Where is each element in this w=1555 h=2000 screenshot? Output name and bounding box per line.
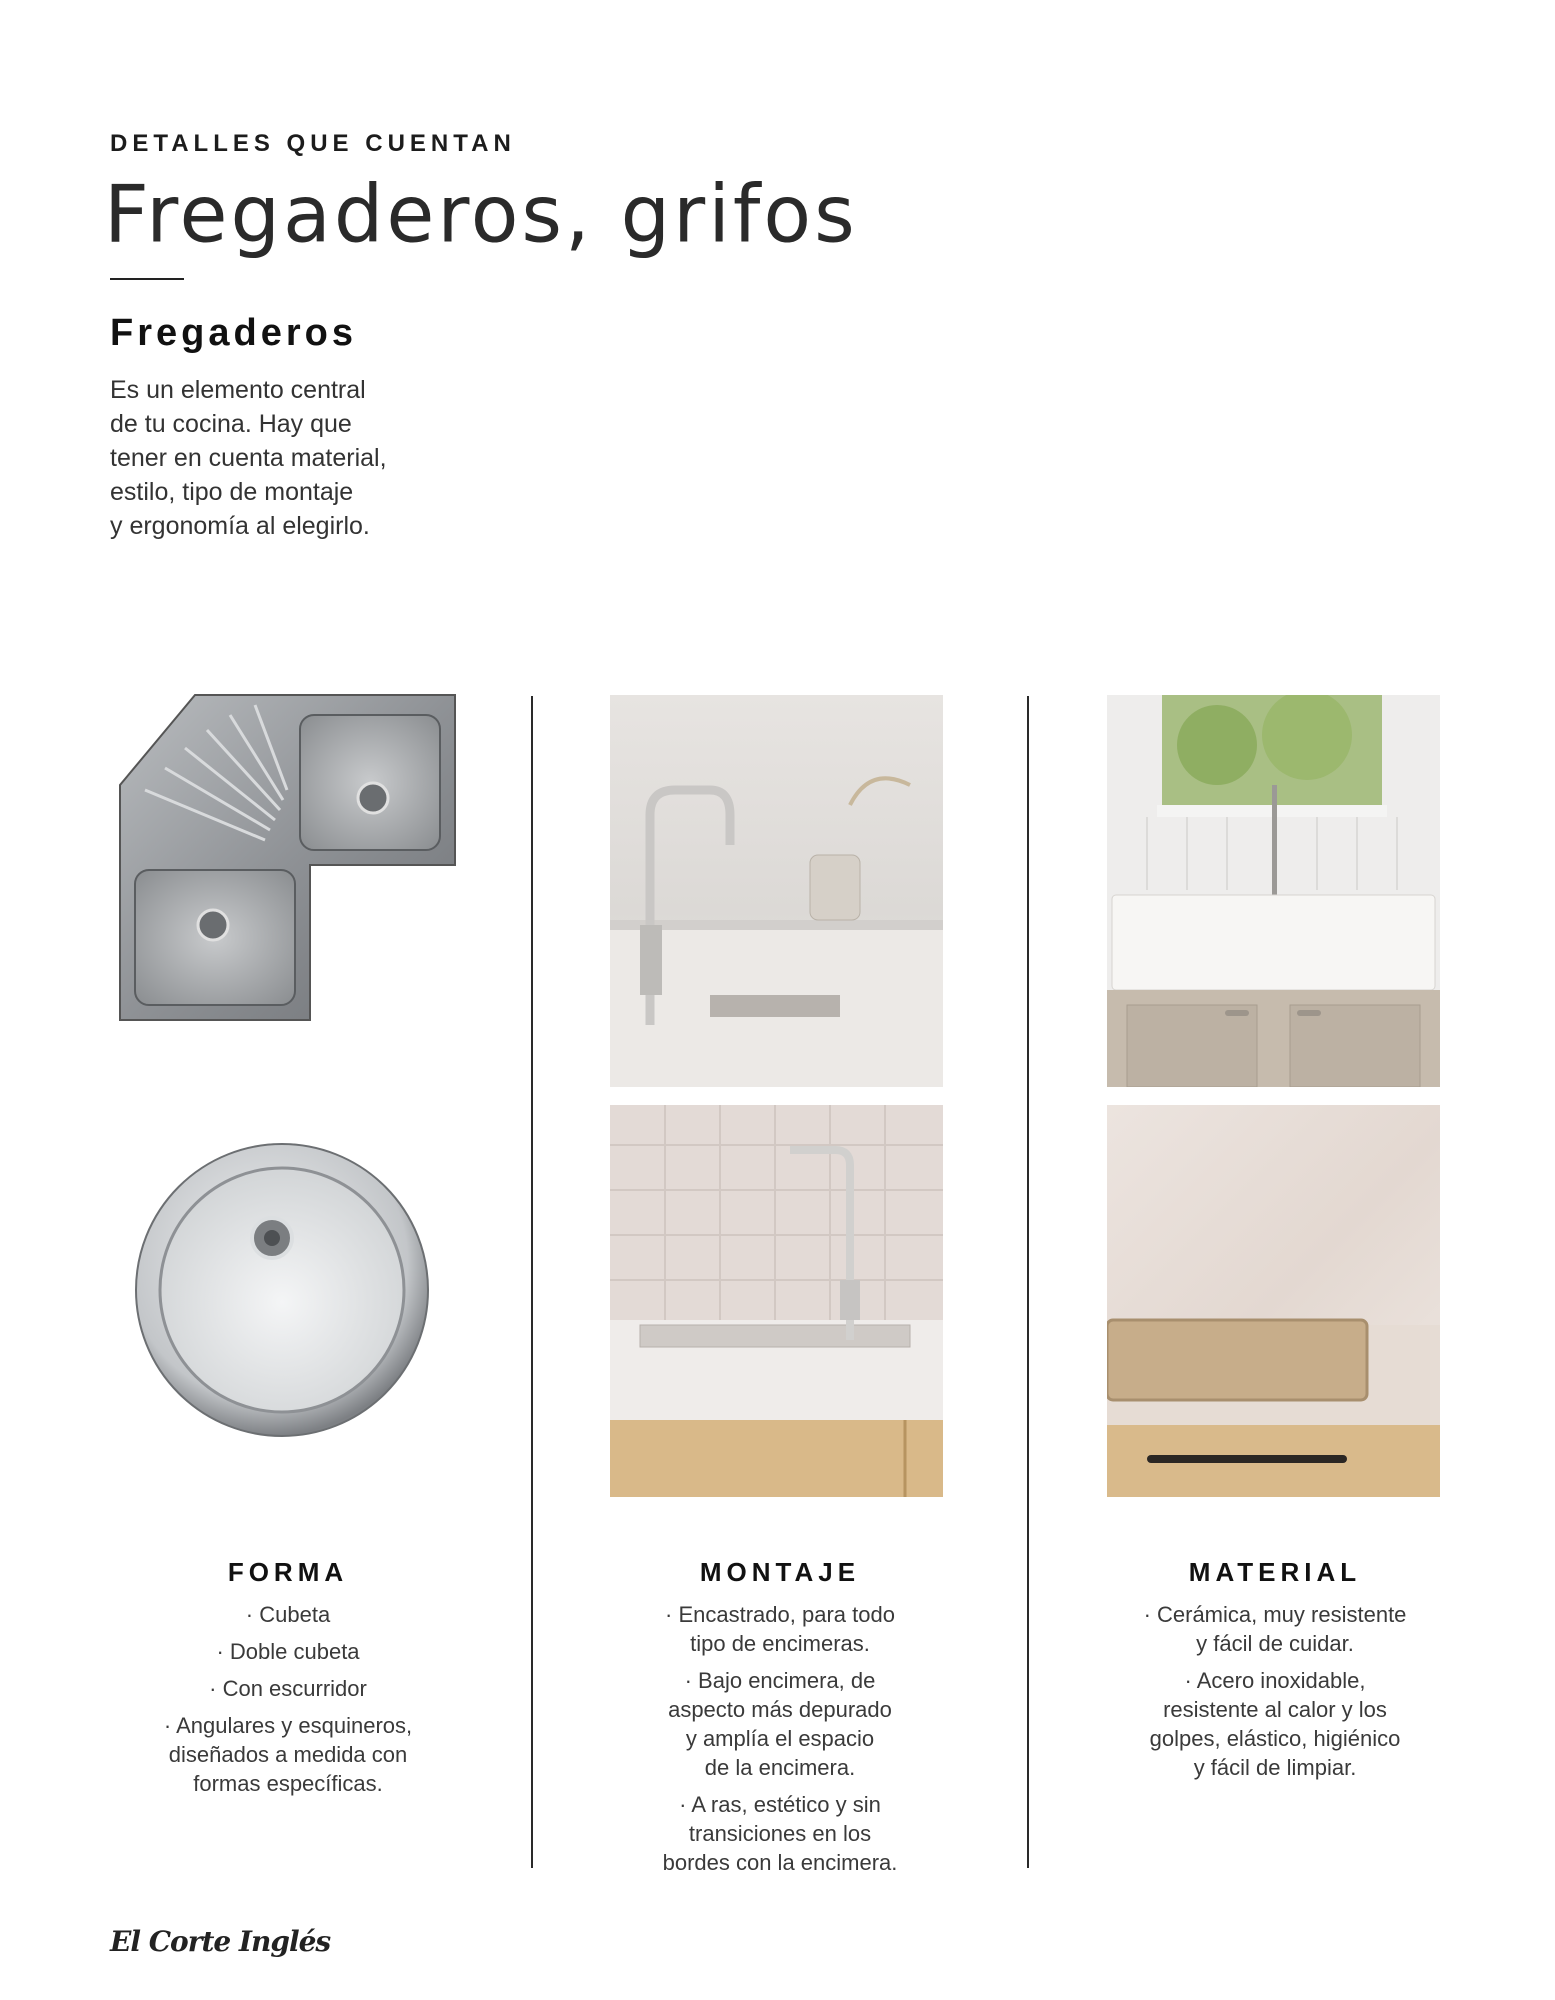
column-divider (1027, 696, 1029, 1868)
undermount-sink-photo (610, 695, 943, 1087)
forma-list (118, 1600, 458, 1806)
list-item: · Con escurridor (209, 1676, 367, 1701)
intro-line: Es un elemento central (110, 376, 366, 404)
inset-sink-photo (610, 1105, 943, 1497)
list-item: · Acero inoxidable, resistente al calor y los golpes, elástico, higiénico y fácil de limpiar. (1149, 1668, 1401, 1780)
forma-heading: FORMA (227, 1557, 349, 1587)
list-item: · Doble cubeta (216, 1639, 360, 1664)
list-item: · Bajo encimera, de aspecto más depurado y amplía el espacio de la encimera. (668, 1668, 892, 1780)
section-title: Fregaderos (110, 312, 357, 354)
title-divider (110, 278, 184, 280)
intro-line: tener en cuenta material, (110, 444, 387, 472)
corner-double-sink-image (115, 690, 465, 1030)
material-heading: MATERIAL (1188, 1557, 1362, 1587)
steel-sink-photo (1107, 1105, 1440, 1497)
montaje-heading: MONTAJE (699, 1557, 861, 1587)
page-title: Fregaderos, grifos (104, 169, 858, 261)
ceramic-farmhouse-sink-photo (1107, 695, 1440, 1087)
brand-logo[interactable]: El Corte Inglés (110, 1925, 331, 1958)
material-list (1105, 1600, 1445, 1790)
list-item: · Angulares y esquineros, diseñados a medida con formas específicas. (163, 1713, 413, 1796)
intro-line: y ergonomía al elegirlo. (110, 512, 370, 540)
intro-line: estilo, tipo de montaje (110, 478, 354, 506)
round-sink-image (130, 1140, 435, 1440)
intro-line: de tu cocina. Hay que (110, 410, 352, 438)
intro-text (110, 373, 470, 543)
column-divider (531, 696, 533, 1868)
list-item: · Cerámica, muy resistente y fácil de cuidar. (1143, 1602, 1407, 1656)
list-item: · A ras, estético y sin transiciones en los bordes con la encimera. (662, 1792, 898, 1875)
montaje-list (610, 1600, 950, 1885)
list-item: · Encastrado, para todo tipo de encimeras. (665, 1602, 895, 1656)
list-item: · Cubeta (245, 1602, 331, 1627)
kicker: DETALLES QUE CUENTAN (110, 130, 516, 157)
